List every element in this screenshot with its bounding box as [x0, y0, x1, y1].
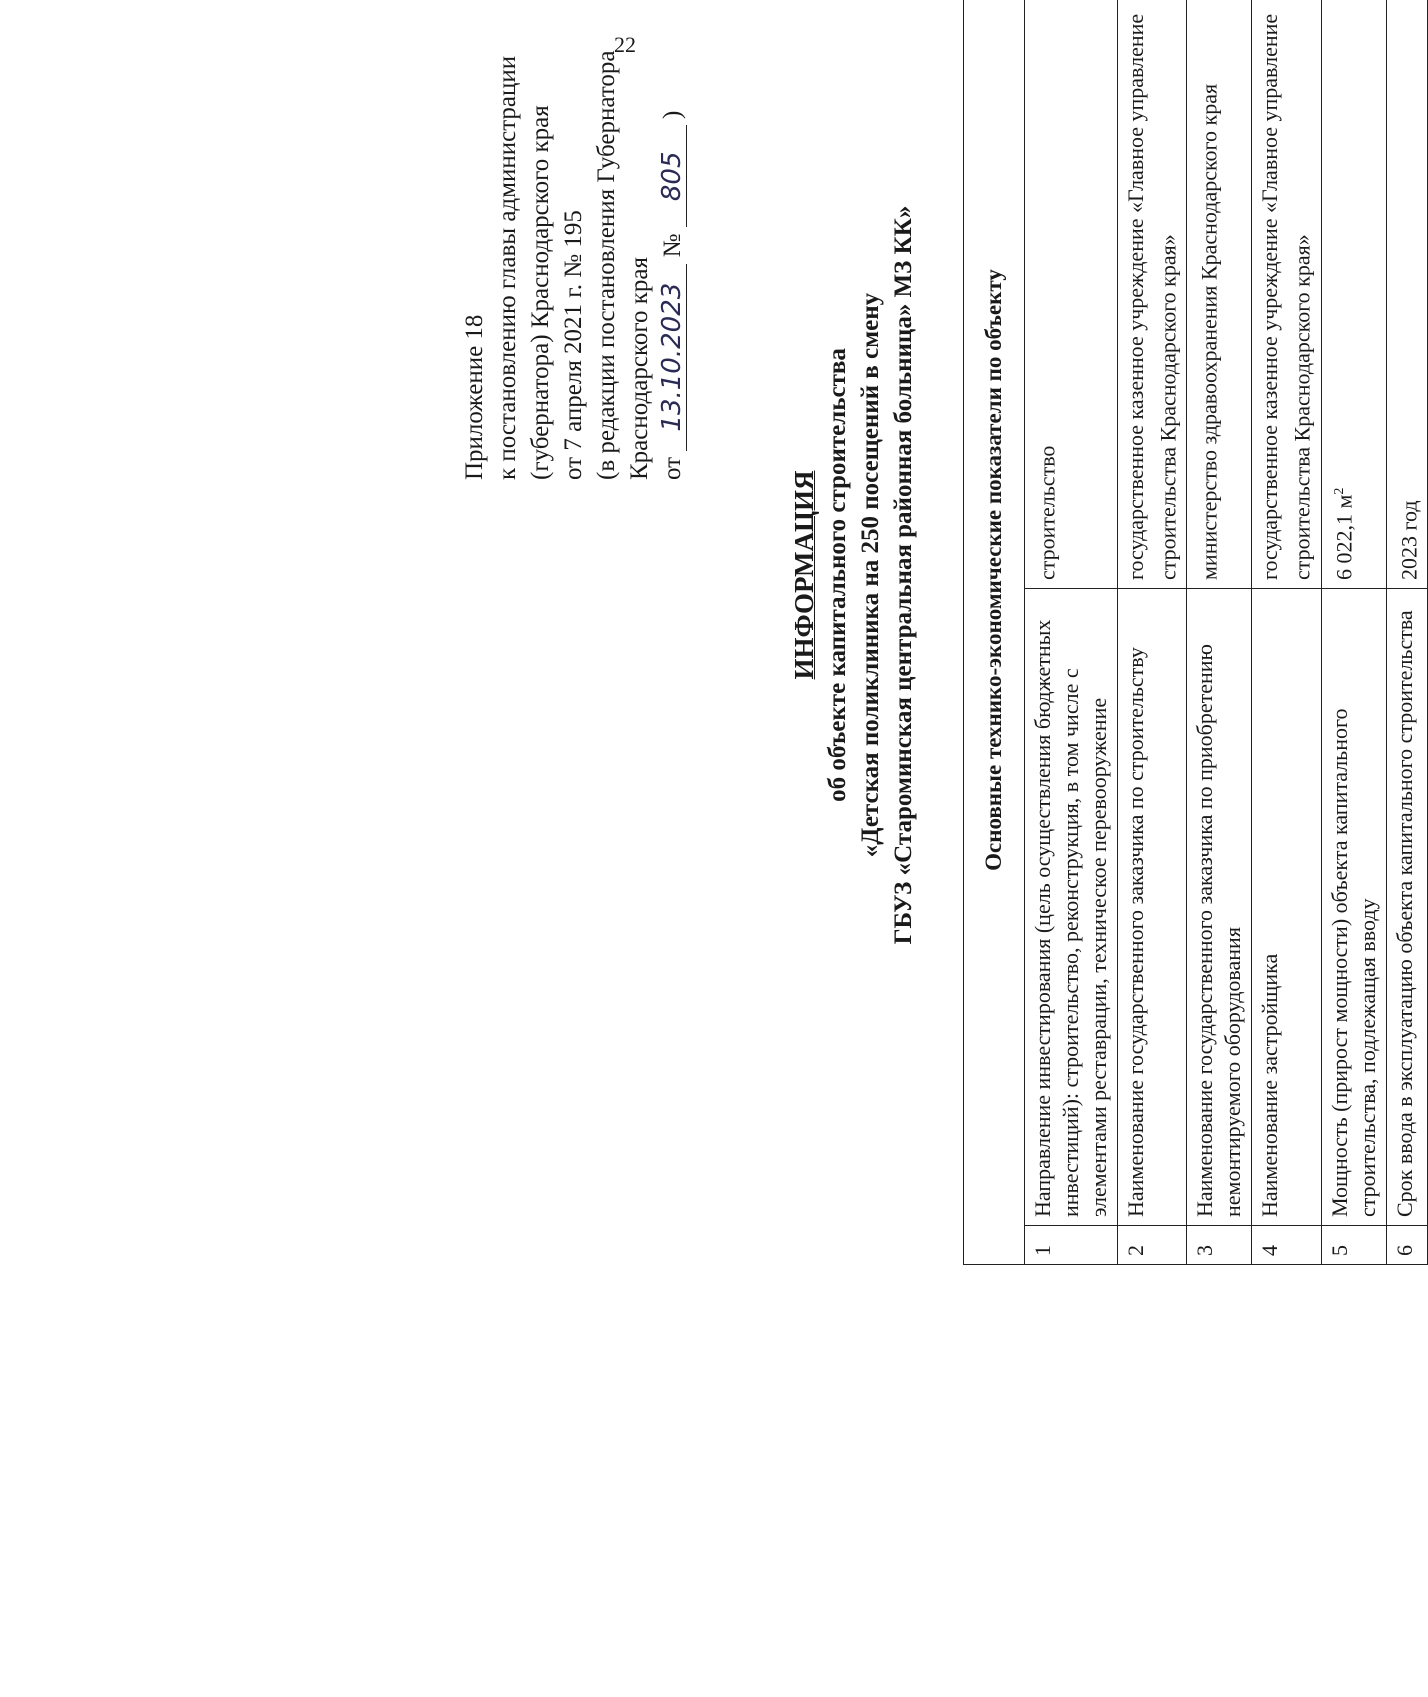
row-value-text: строительство [1034, 445, 1060, 580]
table-row [1321, 0, 1386, 1265]
document-title: ИНФОРМАЦИЯ [789, 470, 819, 680]
appendix-line: (в редакции постановления Губернатора [593, 50, 620, 480]
appendix-line: (губернатора) Краснодарского края [527, 105, 554, 480]
row-value [1321, 0, 1386, 589]
heading-line: об объекте капитального строительства [824, 348, 851, 802]
row-number: 3 [1187, 1226, 1252, 1265]
row-value [1386, 0, 1427, 589]
document-frame [318, 0, 1421, 1320]
appendix-line: Краснодарского края [626, 257, 653, 480]
row-value-text: 2023 год [1395, 500, 1421, 580]
row-value-text: 6 022,1 м [1330, 494, 1356, 580]
row-number: 2 [1118, 1226, 1187, 1265]
appendix-line: от 7 апреля 2021 г. № 195 [560, 210, 587, 480]
table-header-row [964, 0, 1025, 1265]
row-number: 5 [1321, 1226, 1386, 1265]
row-number: 6 [1386, 1226, 1427, 1265]
row-label: Наименование застройщика [1252, 589, 1321, 1226]
heading-line: ГБУЗ «Староминская центральная районная больница» МЗ КК» [890, 205, 917, 945]
closing-paren: ) [659, 110, 686, 120]
row-number: 4 [1252, 1226, 1321, 1265]
heading-line: «Детская поликлиника на 250 посещений в смену [857, 292, 884, 858]
rotated-content [318, 0, 1421, 1320]
document-heading [788, 0, 920, 1200]
table-row [1118, 0, 1187, 1265]
row-label: Срок ввода в эксплуатацию объекта капитального строительства [1386, 589, 1427, 1226]
row-label: Наименование государственного заказчика по приобретению немонтируемого оборудования [1187, 589, 1252, 1226]
row-label: Мощность (прирост мощности) объекта капитального строительства, подлежащая вводу [1321, 589, 1386, 1226]
from-prefix: от [659, 456, 686, 480]
row-value [1118, 0, 1187, 589]
table-header: Основные технико-экономические показатели по объекту [964, 0, 1025, 1265]
table-row [1386, 0, 1427, 1265]
row-value [1252, 0, 1321, 589]
appendix-line: к постановлению главы администрации [494, 55, 521, 480]
handwritten-number: 805 [658, 125, 687, 227]
table-row [1187, 0, 1252, 1265]
row-value [1187, 0, 1252, 589]
appendix-block [458, 0, 689, 480]
indicators-table [963, 0, 1428, 1265]
number-sign: № [659, 233, 686, 258]
table-row [1252, 0, 1321, 1265]
table-row [1025, 0, 1118, 1265]
appendix-line: Приложение 18 [461, 314, 488, 480]
page-number: 22 [614, 32, 636, 57]
row-number: 1 [1025, 1226, 1118, 1265]
row-value [1025, 0, 1118, 589]
row-value-text: государственное казенное учреждение «Главное управление строительства Краснодарского края» [1123, 13, 1181, 580]
row-label: Направление инвестирования (цель осуществления бюджетных инвестиций): строительство, реконструкция, в том числе с элементами реставрации, техническое перевооружение [1025, 589, 1118, 1226]
row-value-sup: 2 [1331, 487, 1347, 495]
row-label: Наименование государственного заказчика по строительству [1118, 589, 1187, 1226]
appendix-signature-line [656, 0, 689, 480]
handwritten-date: 13.10.2023 [658, 264, 687, 451]
row-value-text: государственное казенное учреждение «Главное управление строительства Краснодарского края» [1257, 13, 1315, 580]
row-value-text: министерство здравоохранения Краснодарского края [1196, 83, 1222, 580]
